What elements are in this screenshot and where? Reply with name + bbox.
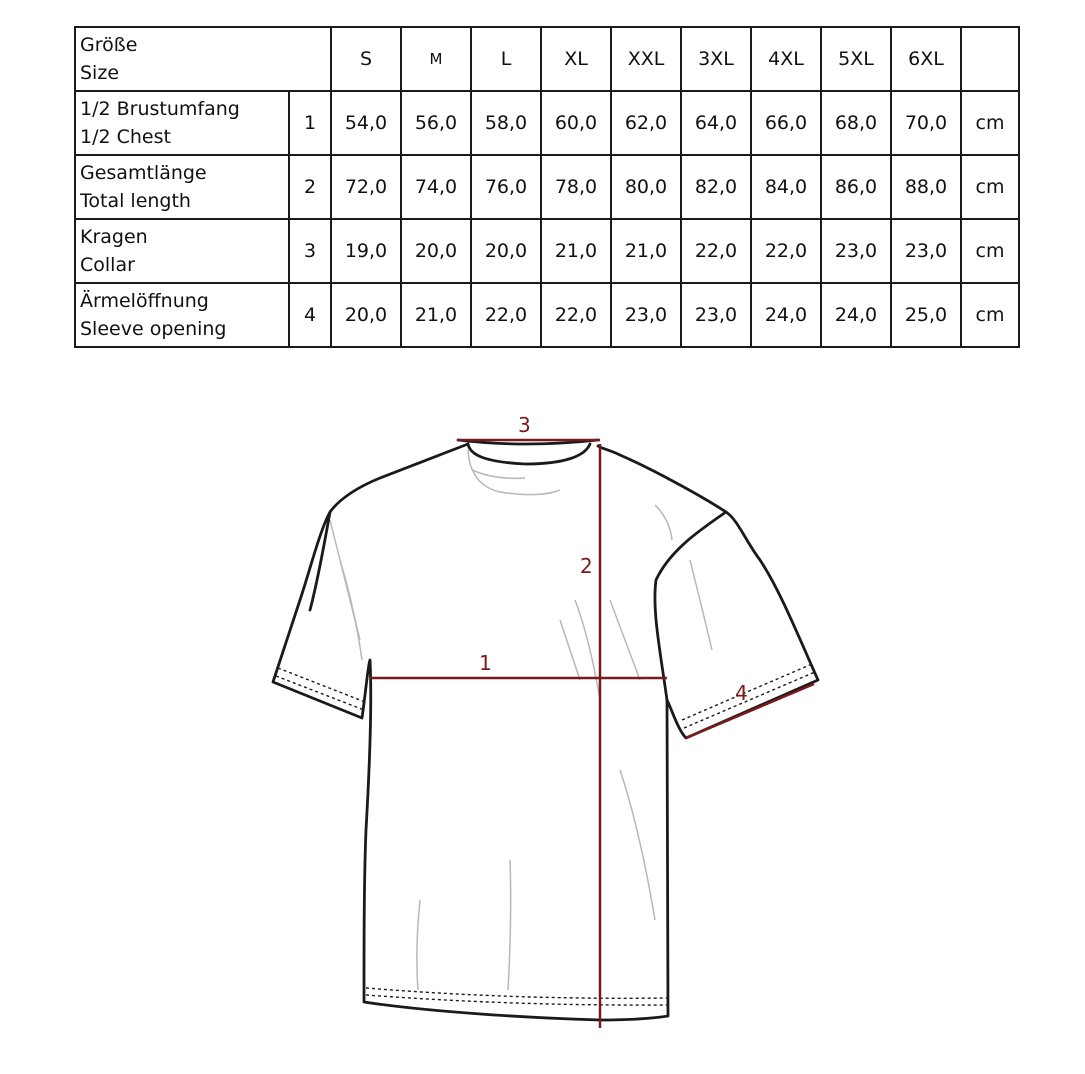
table-cell: 72,0 (331, 155, 401, 219)
size-col-m: M (401, 27, 471, 91)
table-row (75, 91, 1019, 155)
table-cell: 88,0 (891, 155, 961, 219)
row-label-en: Collar (80, 254, 135, 276)
row-index: 1 (289, 91, 331, 155)
measure-line-sleeve (686, 684, 814, 738)
table-cell: 23,0 (611, 283, 681, 347)
table-cell: 22,0 (541, 283, 611, 347)
tshirt-fold-lines (330, 450, 712, 990)
unit-cell: cm (961, 91, 1019, 155)
size-header-label (75, 27, 331, 91)
table-cell: 86,0 (821, 155, 891, 219)
table-cell: 20,0 (471, 219, 541, 283)
row-index: 3 (289, 219, 331, 283)
table-cell: 64,0 (681, 91, 751, 155)
row-label-en: Sleeve opening (80, 318, 227, 340)
size-col-l: L (471, 27, 541, 91)
size-col-5xl: 5XL (821, 27, 891, 91)
row-label (75, 219, 289, 283)
size-col-xxl: XXL (611, 27, 681, 91)
unit-cell: cm (961, 283, 1019, 347)
row-index: 2 (289, 155, 331, 219)
row-label-de: Kragen (80, 226, 148, 248)
table-cell: 21,0 (401, 283, 471, 347)
unit-header-empty (961, 27, 1019, 91)
table-cell: 78,0 (541, 155, 611, 219)
table-cell: 22,0 (471, 283, 541, 347)
table-row (75, 219, 1019, 283)
table-cell: 22,0 (681, 219, 751, 283)
unit-cell: cm (961, 219, 1019, 283)
marker-length: 2 (580, 554, 593, 578)
table-cell: 56,0 (401, 91, 471, 155)
table-cell: 20,0 (401, 219, 471, 283)
table-cell: 24,0 (751, 283, 821, 347)
size-chart-table (74, 26, 1020, 348)
table-cell: 62,0 (611, 91, 681, 155)
row-label (75, 155, 289, 219)
table-cell: 60,0 (541, 91, 611, 155)
row-index: 4 (289, 283, 331, 347)
table-cell: 19,0 (331, 219, 401, 283)
table-row (75, 155, 1019, 219)
table-cell: 23,0 (891, 219, 961, 283)
table-cell: 76,0 (471, 155, 541, 219)
row-label-de: Ärmelöffnung (80, 290, 209, 312)
table-cell: 80,0 (611, 155, 681, 219)
tshirt-outline (273, 440, 818, 1020)
table-cell: 68,0 (821, 91, 891, 155)
size-col-xl: XL (541, 27, 611, 91)
marker-collar: 3 (518, 413, 531, 437)
table-cell: 84,0 (751, 155, 821, 219)
table-cell: 24,0 (821, 283, 891, 347)
table-cell: 22,0 (751, 219, 821, 283)
row-label-en: Total length (80, 190, 191, 212)
tshirt-measurement-diagram (0, 380, 1085, 1074)
marker-sleeve: 4 (735, 681, 748, 705)
row-label-de: 1/2 Brustumfang (80, 98, 240, 120)
size-col-6xl: 6XL (891, 27, 961, 91)
row-label (75, 283, 289, 347)
row-label (75, 91, 289, 155)
table-cell: 21,0 (541, 219, 611, 283)
size-col-s: S (331, 27, 401, 91)
table-cell: 21,0 (611, 219, 681, 283)
table-cell: 54,0 (331, 91, 401, 155)
table-cell: 82,0 (681, 155, 751, 219)
row-label-en: 1/2 Chest (80, 126, 171, 148)
table-cell: 66,0 (751, 91, 821, 155)
header-row (75, 27, 1019, 91)
table-cell: 23,0 (821, 219, 891, 283)
unit-cell: cm (961, 155, 1019, 219)
table-row (75, 283, 1019, 347)
marker-chest: 1 (479, 651, 492, 675)
table-cell: 20,0 (331, 283, 401, 347)
table-cell: 58,0 (471, 91, 541, 155)
table-cell: 74,0 (401, 155, 471, 219)
row-label-de: Gesamtlänge (80, 162, 207, 184)
table-cell: 23,0 (681, 283, 751, 347)
table-cell: 70,0 (891, 91, 961, 155)
size-label-de: Größe (80, 34, 138, 56)
size-col-4xl: 4XL (751, 27, 821, 91)
table-cell: 25,0 (891, 283, 961, 347)
measurement-lines (370, 440, 814, 1028)
size-col-3xl: 3XL (681, 27, 751, 91)
size-label-en: Size (80, 62, 120, 84)
